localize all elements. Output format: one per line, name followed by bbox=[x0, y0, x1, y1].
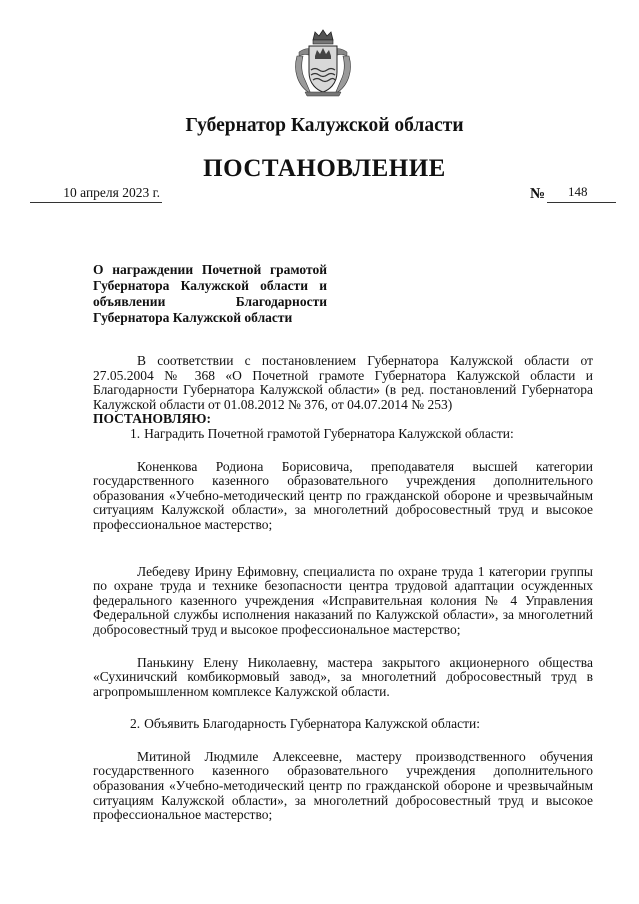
document-type-title: ПОСТАНОВЛЕНИЕ bbox=[203, 155, 446, 182]
kaluga-region-coat-of-arms-icon bbox=[291, 26, 355, 98]
document-subject: О награждении Почетной грамотой Губернатора Калужской области и объявлении Благодарности Губернатора Калужской области bbox=[93, 262, 327, 325]
governor-title: Губернатор Калужской области bbox=[185, 115, 464, 136]
document-date bbox=[30, 185, 162, 203]
item-2-number: 2. bbox=[130, 716, 141, 732]
item-1-number: 1. bbox=[130, 425, 141, 441]
gratitude-paragraph: Митиной Людмиле Алексеевне, мастеру производственного обучения государственного казенного образовательного учреждения дополнительного образования «Учебно-методический центр по гражданской обороне и чрезвычайным ситуациям Калужской области», за многолетний добросовестный труд и высокое профессиональное мастерство; bbox=[93, 748, 593, 823]
item-2-text: Объявить Благодарность Губернатора Калужской области: bbox=[144, 716, 481, 732]
preamble-paragraph: В соответствии с постановлением Губернатора Калужской области от 27.05.2004 № 368 «О Почетной грамоте Губернатора Калужской области и Благодарности Губернатора Калужской области» (в ред. постановлений Губернатора Калужской области от 01.08.2012 № 376, от 04.07.2014 № 253) bbox=[93, 353, 593, 412]
date-underline bbox=[30, 202, 162, 203]
awardee-paragraph: Лебедеву Ирину Ефимовну, специалиста по охране труда 1 категории группы по охране труда и технике безопасности центра трудовой адаптации осужденных федерального казенного учреждения «Исправительная колония № 4 Управления Федеральной службы исполнения наказаний по Калужской области», за многолетний добросовестный труд и высокое профессиональное мастерство; bbox=[93, 563, 593, 637]
number-sign: № bbox=[530, 186, 546, 202]
awardee-paragraph: Коненкова Родиона Борисовича, преподавателя высшей категории государственного казенного образовательного учреждения дополнительного образования «Учебно-методический центр по гражданской обороне и чрезвычайным ситуациям Калужской области», за многолетний добросовестный труд и высокое профессиональное мастерство; bbox=[93, 458, 593, 532]
document-number bbox=[530, 184, 616, 203]
item-2 bbox=[93, 717, 593, 732]
number-underline bbox=[547, 202, 616, 203]
document-number-value: 148 bbox=[568, 184, 588, 199]
item-1 bbox=[93, 427, 593, 442]
document-body bbox=[93, 354, 593, 823]
decree-word: ПОСТАНОВЛЯЮ: bbox=[93, 411, 211, 427]
item-1-text: Наградить Почетной грамотой Губернатора Калужской области: bbox=[144, 425, 514, 441]
document-date-text: 10 апреля 2023 г. bbox=[63, 185, 160, 200]
awardee-paragraph: Панькину Елену Николаевну, мастера закрытого акционерного общества «Сухиничский комбикормовый завод», за многолетний добросовестный труд в агропромышленном комплексе Калужской области. bbox=[93, 654, 593, 699]
